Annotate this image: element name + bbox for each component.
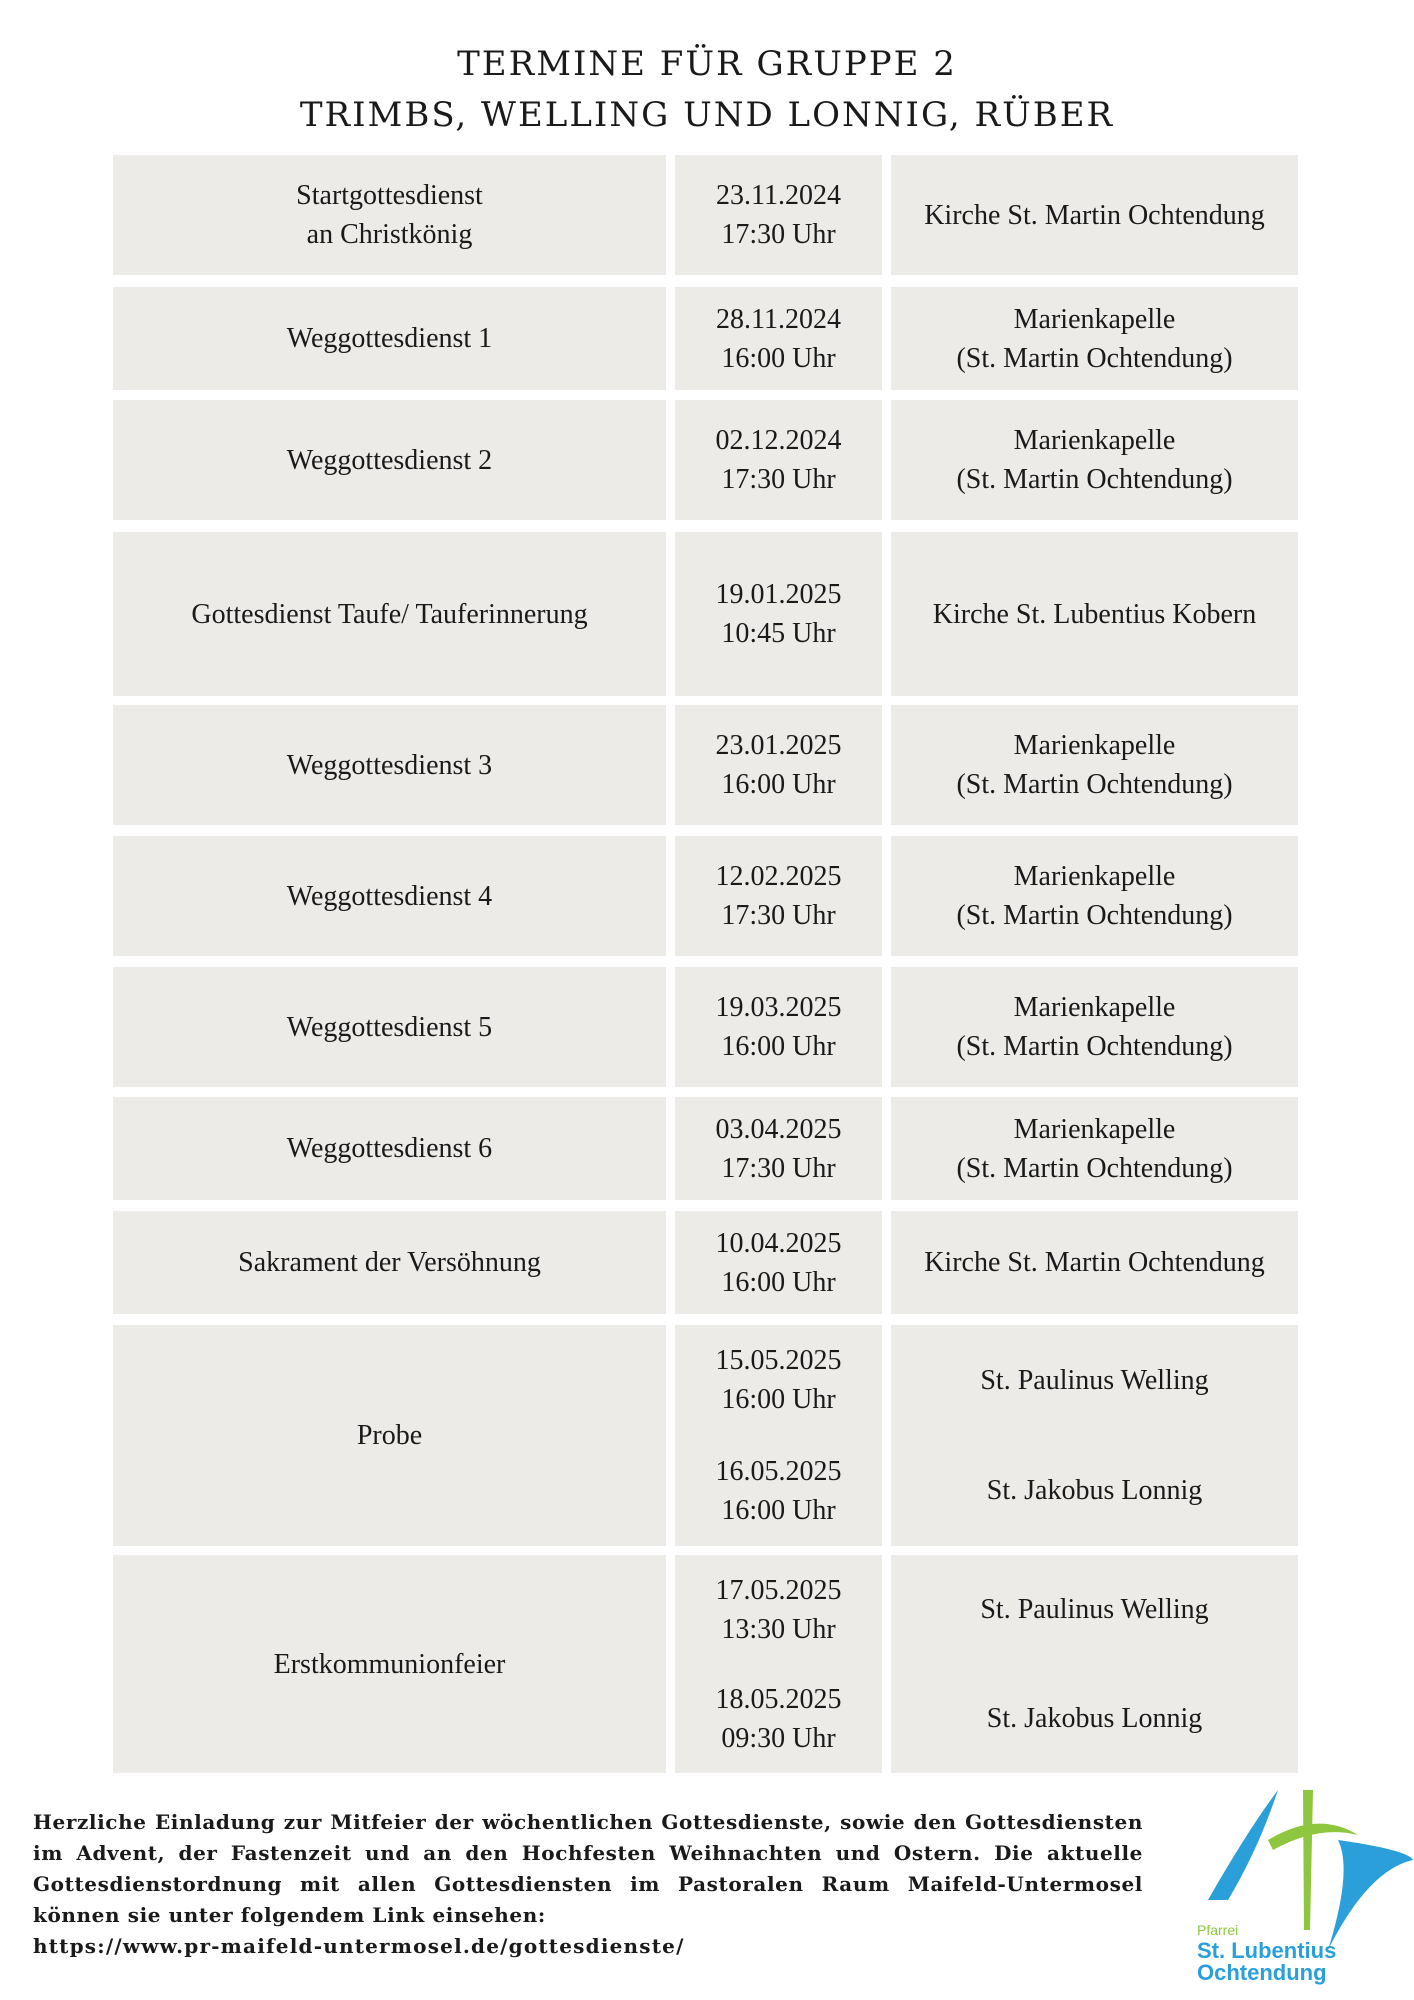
event-cell	[113, 836, 666, 956]
location: St. Jakobus Lonnig	[986, 1703, 1203, 1734]
date: 17.05.2025	[715, 1574, 842, 1606]
location-cell	[891, 705, 1298, 825]
location: Kirche St. Lubentius Kobern	[932, 598, 1257, 630]
date: 16.05.2025	[715, 1455, 842, 1487]
datetime-entry	[675, 1325, 882, 1436]
event-name: Startgottesdienst	[296, 180, 483, 211]
page-title: TERMINE FÜR GRUPPE 2	[457, 44, 957, 84]
time: 17:30 Uhr	[721, 464, 836, 495]
datetime-cell	[675, 705, 882, 825]
datetime-cell	[675, 967, 882, 1087]
event-name: Weggottesdienst 4	[286, 880, 493, 912]
event-cell	[113, 705, 666, 825]
location: Marienkapelle	[1013, 730, 1176, 761]
event-cell	[113, 532, 666, 696]
footer-note	[33, 1807, 1143, 1962]
datetime-entry	[675, 1555, 882, 1664]
location-cell	[891, 1555, 1298, 1773]
datetime-cell	[675, 400, 882, 520]
location: Marienkapelle	[1013, 992, 1176, 1023]
event-name: Weggottesdienst 1	[286, 323, 493, 354]
datetime-cell	[675, 1211, 882, 1314]
event-cell	[113, 155, 666, 275]
event-name: Erstkommunionfeier	[273, 1648, 506, 1680]
date: 18.05.2025	[715, 1683, 842, 1715]
logo-label-pfarrei: Pfarrei	[1197, 1922, 1239, 1938]
datetime-cell	[675, 287, 882, 390]
event-cell	[113, 287, 666, 390]
location: Marienkapelle	[1013, 425, 1176, 456]
location: Marienkapelle	[1013, 303, 1176, 335]
event-name: Weggottesdienst 2	[286, 444, 493, 476]
date: 28.11.2024	[716, 303, 841, 335]
logo-label-name: St. Lubentius	[1197, 1938, 1337, 1963]
date: 10.04.2025	[715, 1227, 842, 1259]
date: 03.04.2025	[715, 1113, 842, 1145]
footer-link[interactable]: https://www.pr-maifeld-untermosel.de/gottesdienste/	[33, 1934, 685, 1958]
time: 09:30 Uhr	[721, 1722, 836, 1754]
logo-blue-arc	[1208, 1790, 1278, 1900]
location: (St. Martin Ochtendung)	[956, 900, 1233, 931]
location: (St. Martin Ochtendung)	[956, 464, 1233, 495]
datetime-cell	[675, 1555, 882, 1773]
location: Marienkapelle	[1013, 861, 1176, 892]
logo-label-town: Ochtendung	[1197, 1960, 1327, 1985]
date: 23.01.2025	[715, 730, 842, 761]
event-name: Gottesdienst Taufe/ Tauferinnerung	[191, 598, 588, 630]
event-name: Weggottesdienst 3	[286, 749, 493, 781]
event-cell	[113, 1555, 666, 1773]
location-entry	[891, 1436, 1298, 1547]
location: (St. Martin Ochtendung)	[956, 1031, 1233, 1062]
event-cell	[113, 1211, 666, 1314]
location-cell	[891, 287, 1298, 390]
datetime-cell	[675, 1325, 882, 1546]
date: 23.11.2024	[716, 180, 841, 211]
datetime-cell	[675, 836, 882, 956]
event-cell	[113, 1097, 666, 1200]
location-entry	[891, 1325, 1298, 1436]
location: (St. Martin Ochtendung)	[956, 769, 1233, 800]
footer-text: Herzliche Einladung zur Mitfeier der wöchentlichen Gottesdienste, sowie den Gottesdiensten im Advent, der Fastenzeit und an den Hochfesten Weihnachten und Ostern. Die aktuelle Gottesdienstordnung mit allen Gottesdiensten im Pastoralen Raum Maifeld-Untermosel können sie unter folgendem Link einsehen:	[33, 1810, 1143, 1927]
time: 13:30 Uhr	[721, 1613, 836, 1645]
date: 19.01.2025	[715, 579, 842, 610]
datetime-cell	[675, 155, 882, 275]
datetime-cell	[675, 532, 882, 696]
event-name: Sakrament der Versöhnung	[238, 1247, 541, 1278]
location: St. Paulinus Welling	[980, 1364, 1209, 1396]
time: 16:00 Uhr	[721, 342, 836, 374]
logo-blue-sweep	[1328, 1840, 1413, 1950]
event-name: an Christkönig	[306, 219, 473, 250]
location-cell	[891, 1325, 1298, 1546]
location: Marienkapelle	[1013, 1113, 1176, 1145]
location: Kirche St. Martin Ochtendung	[924, 1247, 1265, 1278]
location-entry	[891, 1664, 1298, 1773]
location-cell	[891, 532, 1298, 696]
time: 17:30 Uhr	[721, 219, 836, 250]
location-entry	[891, 1555, 1298, 1664]
location-cell	[891, 400, 1298, 520]
location-cell	[891, 1097, 1298, 1200]
location: (St. Martin Ochtendung)	[956, 342, 1233, 374]
time: 16:00 Uhr	[721, 1384, 836, 1416]
date: 15.05.2025	[715, 1345, 842, 1377]
time: 17:30 Uhr	[721, 1152, 836, 1184]
location-cell	[891, 967, 1298, 1087]
time: 16:00 Uhr	[721, 769, 836, 800]
location-cell	[891, 1211, 1298, 1314]
event-cell	[113, 400, 666, 520]
location-cell	[891, 155, 1298, 275]
event-cell	[113, 1325, 666, 1546]
page-subtitle: TRIMBS, WELLING UND LONNIG, RÜBER	[299, 95, 1115, 135]
datetime-entry	[675, 1436, 882, 1547]
date: 02.12.2024	[715, 425, 842, 456]
event-name: Weggottesdienst 5	[286, 1011, 493, 1043]
location: Kirche St. Martin Ochtendung	[924, 199, 1265, 231]
event-name: Probe	[356, 1420, 423, 1451]
date: 19.03.2025	[715, 992, 842, 1023]
location: St. Jakobus Lonnig	[986, 1475, 1203, 1507]
event-cell	[113, 967, 666, 1087]
logo-green-cross	[1303, 1790, 1313, 1930]
time: 17:30 Uhr	[721, 900, 836, 931]
date: 12.02.2025	[715, 861, 842, 892]
datetime-entry	[675, 1664, 882, 1773]
time: 16:00 Uhr	[721, 1266, 836, 1298]
time: 16:00 Uhr	[721, 1494, 836, 1526]
datetime-cell	[675, 1097, 882, 1200]
event-name: Weggottesdienst 6	[286, 1133, 493, 1164]
location: (St. Martin Ochtendung)	[956, 1152, 1233, 1184]
time: 10:45 Uhr	[721, 618, 836, 649]
location-cell	[891, 836, 1298, 956]
location: St. Paulinus Welling	[980, 1594, 1209, 1625]
time: 16:00 Uhr	[721, 1031, 836, 1062]
